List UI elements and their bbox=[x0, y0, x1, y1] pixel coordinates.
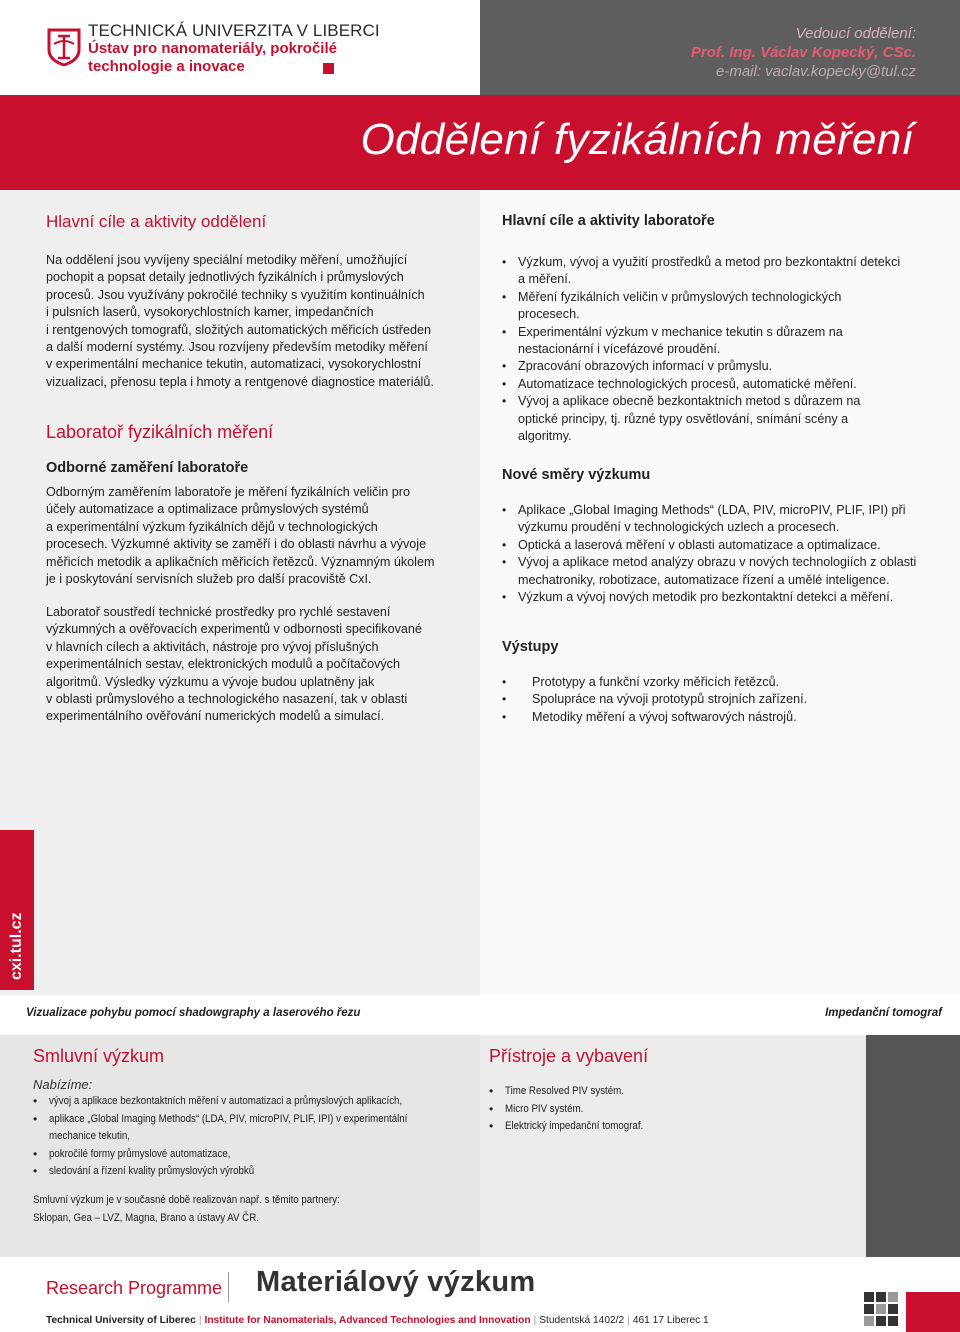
programme-label: Research Programme bbox=[46, 1278, 223, 1298]
list-item bbox=[489, 1083, 859, 1101]
focus2-line: experimentálních sestav, elektronických modulů a počítačových bbox=[46, 657, 400, 672]
right-panel bbox=[480, 190, 960, 995]
contract-research-panel bbox=[0, 1035, 480, 1257]
header-logo-area bbox=[0, 0, 480, 95]
equipment-heading: Přístroje a vybavení bbox=[489, 1046, 649, 1066]
offer-text: • aplikace „Global Imaging Methods“ (LDA, PIV, microPIV, PLIF, IPI) v experimentální mechanice tekutin, bbox=[49, 1112, 408, 1142]
goals-text bbox=[46, 252, 476, 391]
side-tab bbox=[0, 830, 34, 990]
university-name: TECHNICKÁ UNIVERZITA V LIBERCI bbox=[88, 21, 380, 40]
logo-square-mark bbox=[323, 63, 334, 74]
list-item: • Měření fyzikálních veličin v průmyslových technologických procesech. bbox=[502, 289, 902, 324]
focus2-line: výzkumných a ověřovacích experimentů v odbornosti specifikované bbox=[46, 622, 422, 637]
footer-separator: | bbox=[198, 1315, 202, 1326]
goals-line: procesů. Jsou využívány pokročilé techniky s využitím kontinuálních bbox=[46, 287, 425, 302]
focus-line: měřicích metodik a aplikačních měřicích řetězců. Významným úkolem bbox=[46, 554, 435, 569]
head-email[interactable]: e-mail: vaclav.kopecky@tul.cz bbox=[715, 63, 916, 80]
focus2-line: v hlavních cílech a aktivitách, nástroje pro vývoj příslušných bbox=[46, 639, 379, 654]
goals-line: i rentgenových tomografů, složitých automatických měřicích ústředen bbox=[46, 322, 431, 337]
footer-separator: | bbox=[533, 1315, 537, 1326]
equipment-item: • Elektrický impedanční tomograf. bbox=[505, 1120, 644, 1132]
focus2-line: v oblasti průmyslového a technologického nasazení, tak v oblasti bbox=[46, 692, 408, 707]
equipment-list bbox=[489, 1083, 859, 1136]
list-item: • Zpracování obrazových informací v průmyslu. bbox=[502, 358, 902, 375]
list-item: • Výzkum, vývoj a využití prostředků a metod pro bezkontaktní detekci a měření. bbox=[502, 254, 902, 289]
institution-name bbox=[88, 22, 380, 76]
caption-left: Vizualizace pohybu pomocí shadowgraphy a laserového řezu bbox=[26, 1007, 361, 1019]
focus-line: Odborným zaměřením laboratoře je měření fyzikálních veličin pro bbox=[46, 485, 410, 499]
list-item: • Spolupráce na vývoji prototypů strojních zařízení. bbox=[502, 691, 942, 708]
offer-text: • vývoj a aplikace bezkontaktních měření v automatizaci a průmyslových aplikacích, bbox=[49, 1095, 403, 1107]
lab-goals-list bbox=[502, 254, 902, 445]
goals-line: a další moderní systémy. Jsou rozvíjeny především metodiky měření bbox=[46, 340, 428, 355]
list-item: • Vývoj a aplikace obecně bezkontaktních metod s důrazem na optické principy, tj. různé typy osvětlování, snímání scény a algoritmy. bbox=[502, 393, 902, 445]
lab-goals-heading: Hlavní cíle a aktivity laboratoře bbox=[502, 213, 715, 229]
tul-logo-icon bbox=[46, 26, 82, 66]
caption-right: Impedanční tomograf bbox=[825, 1007, 942, 1019]
offers-list bbox=[33, 1093, 473, 1181]
list-item bbox=[33, 1146, 473, 1164]
footer-street: Studentská 1402/2 bbox=[539, 1315, 625, 1326]
footer-institute: Institute for Nanomaterials, Advanced Technologies and Innovation bbox=[204, 1315, 531, 1326]
programme-divider bbox=[228, 1272, 229, 1302]
offer-text: • pokročilé formy průmyslové automatizace, bbox=[49, 1147, 231, 1160]
footer-university: Technical University of Liberec bbox=[46, 1315, 196, 1326]
list-item: • Optická a laserová měření v oblasti automatizace a optimalizace. bbox=[502, 537, 942, 554]
grid-logo-icon bbox=[864, 1292, 898, 1326]
list-item: • Metodiky měření a vývoj softwarových nástrojů. bbox=[502, 709, 942, 726]
footer-postcode: 461 17 Liberec 1 bbox=[632, 1315, 709, 1326]
focus2-text bbox=[46, 604, 476, 726]
list-item bbox=[33, 1093, 473, 1111]
goals-line: vizualizaci, přenosu tepla i hmoty a rentgenové diagnostice materiálů. bbox=[46, 374, 434, 389]
institute-name-line1: Ústav pro nanomateriály, pokročilé bbox=[88, 40, 337, 57]
focus-text bbox=[46, 484, 476, 588]
goals-line: i pulsních laserů, vysokorychlostních kamer, impedančních bbox=[46, 305, 374, 320]
partners-line: Smluvní výzkum je v současné době realizován např. s těmito partnery: bbox=[33, 1194, 340, 1206]
list-item: • Experimentální výzkum v mechanice tekutin s důrazem na nestacionární i vícefázové proudění. bbox=[502, 324, 902, 359]
side-tab-url[interactable]: cxi.tul.cz bbox=[8, 912, 25, 980]
new-dirs-heading: Nové směry výzkumu bbox=[502, 467, 651, 483]
footer-red-block bbox=[906, 1292, 960, 1332]
list-item: • Prototypy a funkční vzorky měřicích řetězců. bbox=[502, 674, 942, 691]
contract-heading: Smluvní výzkum bbox=[33, 1046, 165, 1066]
equipment-item: • Time Resolved PIV systém. bbox=[505, 1085, 624, 1097]
header-contact bbox=[480, 0, 960, 95]
offer-label: Nabízíme: bbox=[33, 1077, 93, 1092]
equipment-item: • Micro PIV systém. bbox=[505, 1102, 584, 1115]
goals-line: Na oddělení jsou vyvíjeny speciální metodiky měření, umožňující bbox=[46, 253, 408, 267]
head-name: Prof. Ing. Václav Kopecký, CSc. bbox=[690, 44, 916, 61]
list-item: • Výzkum a vývoj nových metodik pro bezkontaktní detekci a měření. bbox=[502, 589, 942, 606]
left-panel bbox=[0, 190, 480, 995]
list-item bbox=[489, 1101, 859, 1119]
institute-name-line2: technologie a inovace bbox=[88, 58, 245, 75]
focus-line: a experimentální výzkum fyzikálních dějů v technologických bbox=[46, 519, 378, 534]
goals-line: v experimentální mechanice tekutin, automatizaci, vysokorychlostní bbox=[46, 357, 422, 372]
footer-address bbox=[46, 1315, 709, 1326]
focus2-line: Laboratoř soustředí technické prostředky pro rychlé sestavení bbox=[46, 605, 391, 619]
focus-line: procesech. Výzkumné aktivity se zaměří i do oblasti návrhu a vývoje bbox=[46, 537, 427, 552]
caption-band bbox=[0, 995, 960, 1035]
partners-text bbox=[33, 1192, 446, 1227]
list-item: • Aplikace „Global Imaging Methods“ (LDA, PIV, microPIV, PLIF, IPI) při výzkumu proudění v technologických uzlech a procesech. bbox=[502, 502, 942, 537]
focus-line: je i poskytování servisních služeb pro další pracoviště CxI. bbox=[46, 572, 372, 587]
list-item bbox=[33, 1163, 473, 1181]
lab-heading: Laboratoř fyzikálních měření bbox=[46, 422, 274, 442]
goals-line: pochopit a popsat detaily jednotlivých fyzikálních i průmyslových bbox=[46, 270, 404, 285]
goals-heading: Hlavní cíle a aktivity oddělení bbox=[46, 212, 267, 231]
outputs-list bbox=[502, 674, 942, 726]
partners-line: Sklopan, Gea – LVZ, Magna, Brano a ústavy AV ČR. bbox=[33, 1211, 259, 1224]
page-title: Oddělení fyzikálních měření bbox=[360, 115, 914, 164]
list-item bbox=[33, 1111, 473, 1146]
decorative-strip bbox=[866, 1035, 960, 1257]
list-item: • Vývoj a aplikace metod analýzy obrazu v nových technologiích z oblasti mechatroniky, robotizace, automatizace řízení a umělé inteligence. bbox=[502, 554, 942, 589]
focus2-line: experimentálního ověřování numerických modelů a simulací. bbox=[46, 709, 385, 724]
title-band bbox=[0, 95, 960, 190]
focus2-line: algoritmů. Výsledky výzkumu a vývoje budou uplatněny jak bbox=[46, 674, 375, 689]
footer-separator: | bbox=[627, 1315, 630, 1326]
focus-line: účely automatizace a optimalizace průmyslových systémů bbox=[46, 502, 369, 517]
programme-title: Materiálový výzkum bbox=[256, 1266, 536, 1298]
offer-text: • sledování a řízení kvality průmyslových výrobků bbox=[49, 1165, 255, 1177]
list-item bbox=[489, 1118, 859, 1136]
head-role: Vedoucí oddělení: bbox=[795, 25, 916, 42]
outputs-heading: Výstupy bbox=[502, 639, 559, 655]
list-item: • Automatizace technologických procesů, automatické měření. bbox=[502, 376, 902, 393]
focus-heading: Odborné zaměření laboratoře bbox=[46, 460, 249, 476]
new-dirs-list bbox=[502, 502, 942, 606]
